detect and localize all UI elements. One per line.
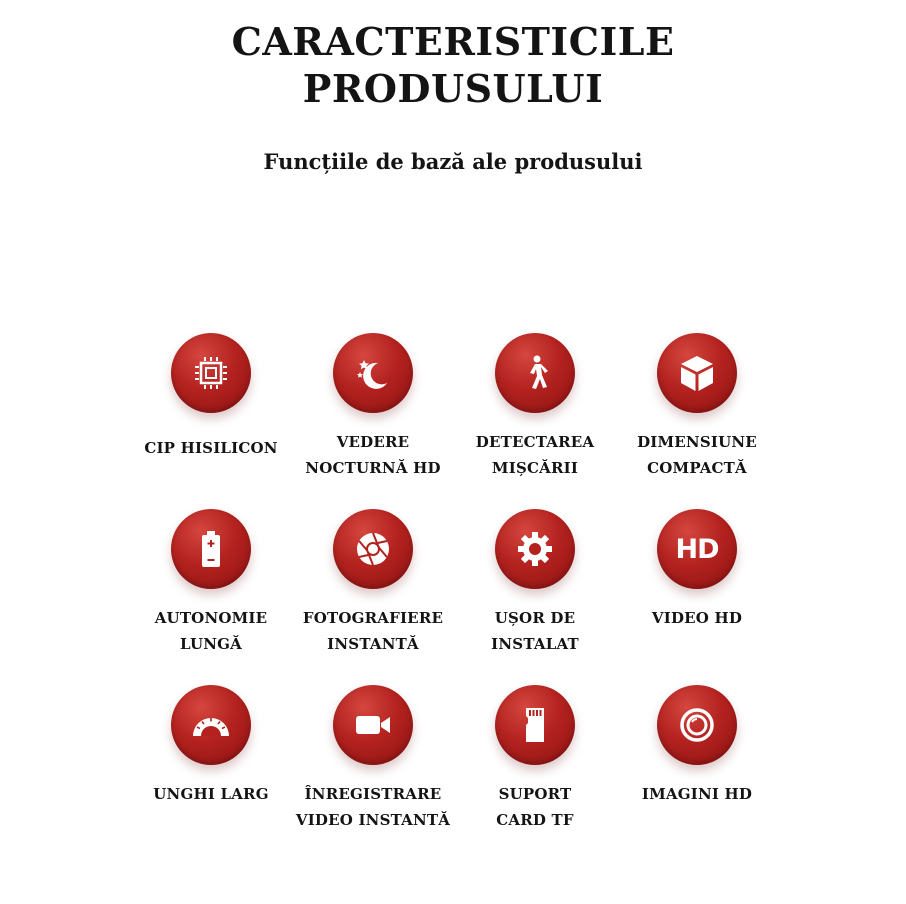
feature-label-line-1: VIDEO HD	[651, 609, 743, 627]
gear-icon	[513, 527, 557, 571]
feature-instant-photo	[292, 509, 454, 685]
aperture-icon	[351, 527, 395, 571]
feature-badge	[495, 685, 575, 765]
feature-label	[454, 429, 616, 481]
feature-label-line-2: CARD TF	[496, 811, 574, 829]
feature-label	[454, 781, 616, 833]
feature-label-line-1: DIMENSIUNE	[637, 433, 757, 451]
feature-label	[130, 435, 292, 461]
feature-tf-card-support	[454, 685, 616, 861]
hd-icon: HD	[675, 533, 719, 565]
walking-person-icon	[513, 351, 557, 395]
lens-icon	[675, 703, 719, 747]
battery-icon	[189, 527, 233, 571]
feature-label-line-1: CIP HISILICON	[144, 439, 278, 457]
feature-label-line-2: INSTALAT	[491, 635, 579, 653]
feature-label	[130, 781, 292, 807]
feature-label	[616, 781, 778, 807]
feature-hisilicon-chip	[130, 333, 292, 509]
feature-label-line-2: COMPACTĂ	[647, 459, 747, 477]
chip-icon	[189, 351, 233, 395]
feature-label	[616, 605, 778, 631]
feature-easy-install	[454, 509, 616, 685]
feature-badge	[657, 685, 737, 765]
title-line-2: PRODUSULUI	[302, 66, 604, 111]
feature-badge	[495, 333, 575, 413]
feature-badge	[495, 509, 575, 589]
feature-label	[130, 605, 292, 657]
feature-compact-size	[616, 333, 778, 509]
feature-label-line-1: UȘOR DE	[494, 609, 576, 627]
feature-badge	[657, 509, 737, 589]
feature-long-battery	[130, 509, 292, 685]
feature-label	[292, 781, 454, 833]
feature-label-line-2: LUNGĂ	[180, 635, 242, 653]
feature-label-line-1: ÎNREGISTRARE	[304, 785, 442, 803]
feature-label	[616, 429, 778, 481]
video-camera-icon	[351, 703, 395, 747]
feature-badge	[333, 333, 413, 413]
feature-label	[292, 429, 454, 481]
features-grid	[130, 333, 778, 861]
feature-label-line-1: UNGHI LARG	[153, 785, 269, 803]
protractor-icon	[189, 703, 233, 747]
feature-label-line-1: IMAGINI HD	[641, 785, 753, 803]
feature-label	[292, 605, 454, 657]
feature-badge	[171, 333, 251, 413]
feature-label-line-2: MIȘCĂRII	[491, 459, 579, 477]
feature-hd-images	[616, 685, 778, 861]
feature-label-line-1: SUPORT	[498, 785, 572, 803]
feature-motion-detection	[454, 333, 616, 509]
feature-badge	[333, 685, 413, 765]
feature-instant-recording	[292, 685, 454, 861]
feature-label-line-2: INSTANTĂ	[327, 635, 419, 653]
feature-hd-video	[616, 509, 778, 685]
feature-badge	[171, 685, 251, 765]
feature-night-vision	[292, 333, 454, 509]
feature-label-line-1: VEDERE	[336, 433, 410, 451]
feature-label-line-1: AUTONOMIE	[154, 609, 268, 627]
feature-label-line-2: VIDEO INSTANTĂ	[295, 811, 451, 829]
feature-badge	[171, 509, 251, 589]
feature-badge	[657, 333, 737, 413]
title-line-1: CARACTERISTICILE	[231, 19, 675, 64]
moon-stars-icon	[351, 351, 395, 395]
feature-label-line-1: DETECTAREA	[475, 433, 595, 451]
feature-wide-angle	[130, 685, 292, 861]
page-title	[0, 18, 906, 112]
feature-badge	[333, 509, 413, 589]
feature-label-line-1: FOTOGRAFIERE	[302, 609, 444, 627]
page-subtitle: Funcțiile de bază ale produsului	[263, 149, 643, 174]
cube-icon	[675, 351, 719, 395]
feature-label	[454, 605, 616, 657]
sd-card-icon	[513, 703, 557, 747]
feature-label-line-2: NOCTURNĂ HD	[305, 459, 441, 477]
